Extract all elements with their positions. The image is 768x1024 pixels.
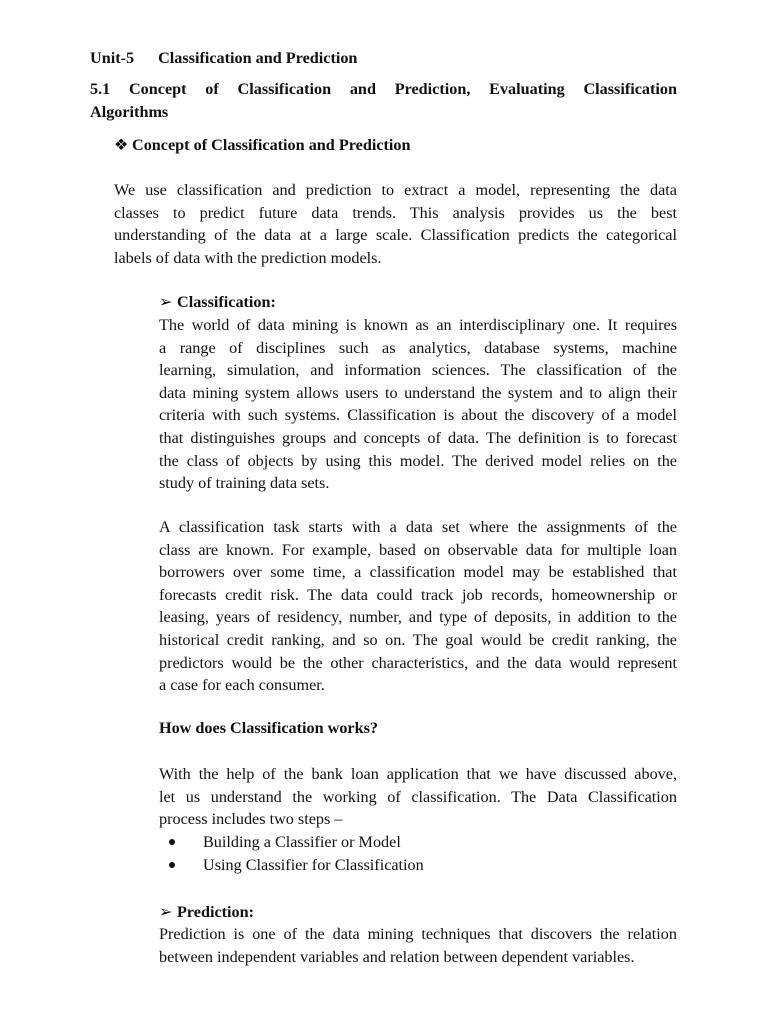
- paragraph-line: a case for each consumer.: [159, 676, 325, 695]
- paragraph-line: A classification task starts with a data set where the assignments of the: [159, 518, 677, 536]
- concept-heading-text: Concept of Classification and Prediction: [132, 136, 411, 154]
- list-item: [167, 854, 424, 877]
- how-works-heading-text: How does Classification works?: [159, 719, 378, 737]
- prediction-paragraph: [159, 923, 677, 968]
- arrow-bullet-icon: ➢: [159, 903, 173, 921]
- bullet-dot-icon: [169, 839, 175, 845]
- classification-heading: [159, 292, 276, 312]
- paragraph-line: borrowers over some time, a classification model may be established that: [159, 563, 677, 582]
- list-item: [167, 831, 424, 854]
- paragraph-line: a range of disciplines such as analytics, database systems, machine: [159, 338, 677, 357]
- list-item-text: Building a Classifier or Model: [203, 833, 401, 851]
- paragraph-line: criteria with such systems. Classification is about the discovery of a model: [159, 406, 677, 425]
- paragraph-line: study of training data sets.: [159, 474, 330, 493]
- paragraph-line: Prediction is one of the data mining techniques that discovers the relation: [159, 925, 677, 943]
- bullet-dot-icon: [169, 862, 175, 868]
- paragraph-line: labels of data with the prediction models.: [114, 248, 382, 267]
- paragraph-line: classes to predict future data trends. This analysis provides us the best: [114, 203, 677, 222]
- classification-heading-text: Classification:: [177, 293, 276, 311]
- unit-header: [90, 48, 357, 68]
- section-title: [90, 78, 677, 124]
- classification-paragraph-2: [159, 516, 677, 697]
- paragraph-line: understanding of the data at a large scale. Classification predicts the categorical: [114, 226, 677, 245]
- paragraph-line: historical credit ranking, and so on. The goal would be credit ranking, the: [159, 630, 677, 649]
- concept-paragraph: [114, 179, 677, 269]
- paragraph-line: The world of data mining is known as an interdisciplinary one. It requires: [159, 316, 677, 334]
- unit-label: Unit-5: [90, 49, 135, 67]
- unit-title: Classification and Prediction: [158, 49, 358, 67]
- paragraph-line: predictors would be the other characteristics, and the data would represent: [159, 653, 677, 672]
- how-works-heading: [159, 718, 378, 738]
- section-title-line: 5.1 Concept of Classification and Prediction, Evaluating Classification: [90, 80, 677, 98]
- prediction-heading-text: Prediction:: [177, 903, 255, 921]
- classification-paragraph-1: [159, 314, 677, 495]
- paragraph-line: between independent variables and relation between dependent variables.: [159, 947, 635, 966]
- classification-steps-list: [167, 831, 424, 877]
- paragraph-line: class are known. For example, based on observable data for multiple loan: [159, 540, 677, 559]
- paragraph-line: We use classification and prediction to extract a model, representing the data: [114, 181, 677, 199]
- concept-heading: [114, 135, 410, 155]
- section-title-line: Algorithms: [90, 103, 169, 121]
- diamond-bullet-icon: ❖: [114, 136, 129, 154]
- paragraph-line: leasing, years of residency, number, and type of deposits, in addition to the: [159, 608, 677, 627]
- paragraph-line: process includes two steps –: [159, 810, 343, 829]
- list-item-text: Using Classifier for Classification: [203, 856, 424, 874]
- arrow-bullet-icon: ➢: [159, 293, 173, 311]
- paragraph-line: the class of objects by using this model. The derived model relies on the: [159, 451, 677, 470]
- prediction-heading: [159, 902, 254, 922]
- paragraph-line: let us understand the working of classification. The Data Classification: [159, 787, 677, 806]
- paragraph-line: data mining system allows users to understand the system and to align their: [159, 383, 677, 402]
- paragraph-line: learning, simulation, and information sciences. The classification of the: [159, 361, 677, 380]
- paragraph-line: forecasts credit risk. The data could track job records, homeownership or: [159, 585, 677, 604]
- how-works-paragraph: [159, 763, 677, 831]
- paragraph-line: that distinguishes groups and concepts of data. The definition is to forecast: [159, 428, 677, 447]
- paragraph-line: With the help of the bank loan application that we have discussed above,: [159, 765, 677, 783]
